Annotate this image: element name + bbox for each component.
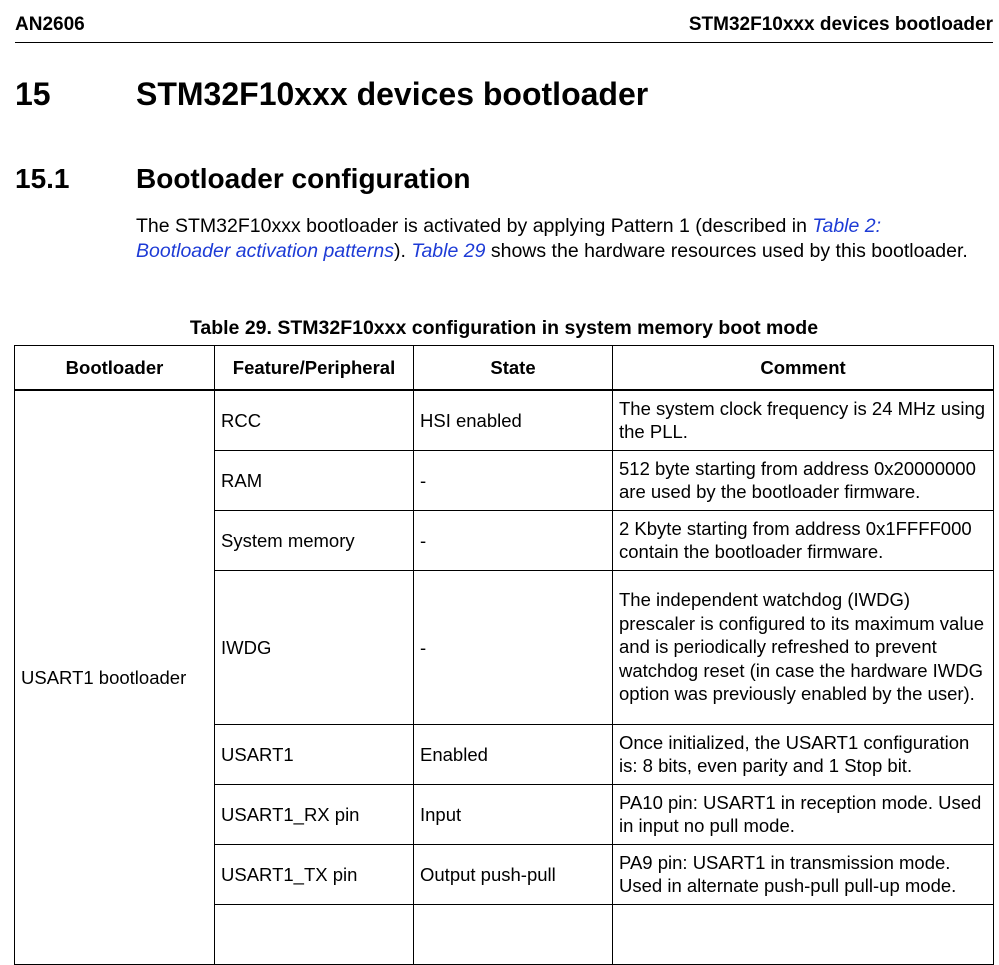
comment-cell: 2 Kbyte starting from address 0x1FFFF000 contain the bootloader firmware. xyxy=(613,511,994,571)
section-title: STM32F10xxx devices bootloader xyxy=(136,76,649,112)
state-cell: - xyxy=(414,451,613,511)
state-cell: Input xyxy=(414,785,613,845)
page-header xyxy=(15,14,993,43)
state-cell: Output push-pull xyxy=(414,845,613,905)
table-row xyxy=(15,390,994,451)
header-feature: Feature/Peripheral xyxy=(215,346,414,391)
bootloader-group-cell: USART1 bootloader xyxy=(15,390,215,965)
comment-cell: Once initialized, the USART1 configuration is: 8 bits, even parity and 1 Stop bit. xyxy=(613,725,994,785)
subsection-title: Bootloader configuration xyxy=(136,163,471,194)
comment-cell: The independent watchdog (IWDG) prescaler is configured to its maximum value and is periodically refreshed to prevent watchdog reset (in case the hardware IWDG option was previously enabled by the user). xyxy=(613,571,994,725)
header-state: State xyxy=(414,346,613,391)
feature-cell: RAM xyxy=(215,451,414,511)
feature-cell: IWDG xyxy=(215,571,414,725)
feature-cell: USART1_TX pin xyxy=(215,845,414,905)
feature-cell: USART1 xyxy=(215,725,414,785)
paragraph-text: ). xyxy=(394,240,412,262)
table-2-link[interactable]: Table 2: Bootloader activation patterns xyxy=(136,215,882,262)
comment-cell: PA10 pin: USART1 in reception mode. Used in input no pull mode. xyxy=(613,785,994,845)
paragraph-text: shows the hardware resources used by this bootloader. xyxy=(485,240,968,262)
state-cell: HSI enabled xyxy=(414,390,613,451)
section-number: 15 xyxy=(15,76,51,112)
table-29-link[interactable]: Table 29 xyxy=(411,240,486,262)
subsection-number: 15.1 xyxy=(15,163,70,194)
intro-paragraph xyxy=(136,214,976,264)
comment-cell: 512 byte starting from address 0x20000000 are used by the bootloader firmware. xyxy=(613,451,994,511)
feature-cell: USART1_RX pin xyxy=(215,785,414,845)
paragraph-text: The STM32F10xxx bootloader is activated by applying Pattern 1 (described in xyxy=(136,215,813,237)
state-cell xyxy=(414,905,613,965)
header-bootloader: Bootloader xyxy=(15,346,215,391)
feature-cell xyxy=(215,905,414,965)
table-caption: Table 29. STM32F10xxx configuration in system memory boot mode xyxy=(189,317,819,339)
feature-cell: System memory xyxy=(215,511,414,571)
configuration-table xyxy=(14,345,994,965)
comment-cell: The system clock frequency is 24 MHz using the PLL. xyxy=(613,390,994,451)
comment-cell: PA9 pin: USART1 in transmission mode. Used in alternate push-pull pull-up mode. xyxy=(613,845,994,905)
state-cell: - xyxy=(414,511,613,571)
comment-cell xyxy=(613,905,994,965)
state-cell: - xyxy=(414,571,613,725)
feature-cell: RCC xyxy=(215,390,414,451)
table-header-row xyxy=(15,346,994,391)
header-comment: Comment xyxy=(613,346,994,391)
document-id: AN2606 xyxy=(15,14,85,35)
state-cell: Enabled xyxy=(414,725,613,785)
document-title: STM32F10xxx devices bootloader xyxy=(688,14,993,35)
